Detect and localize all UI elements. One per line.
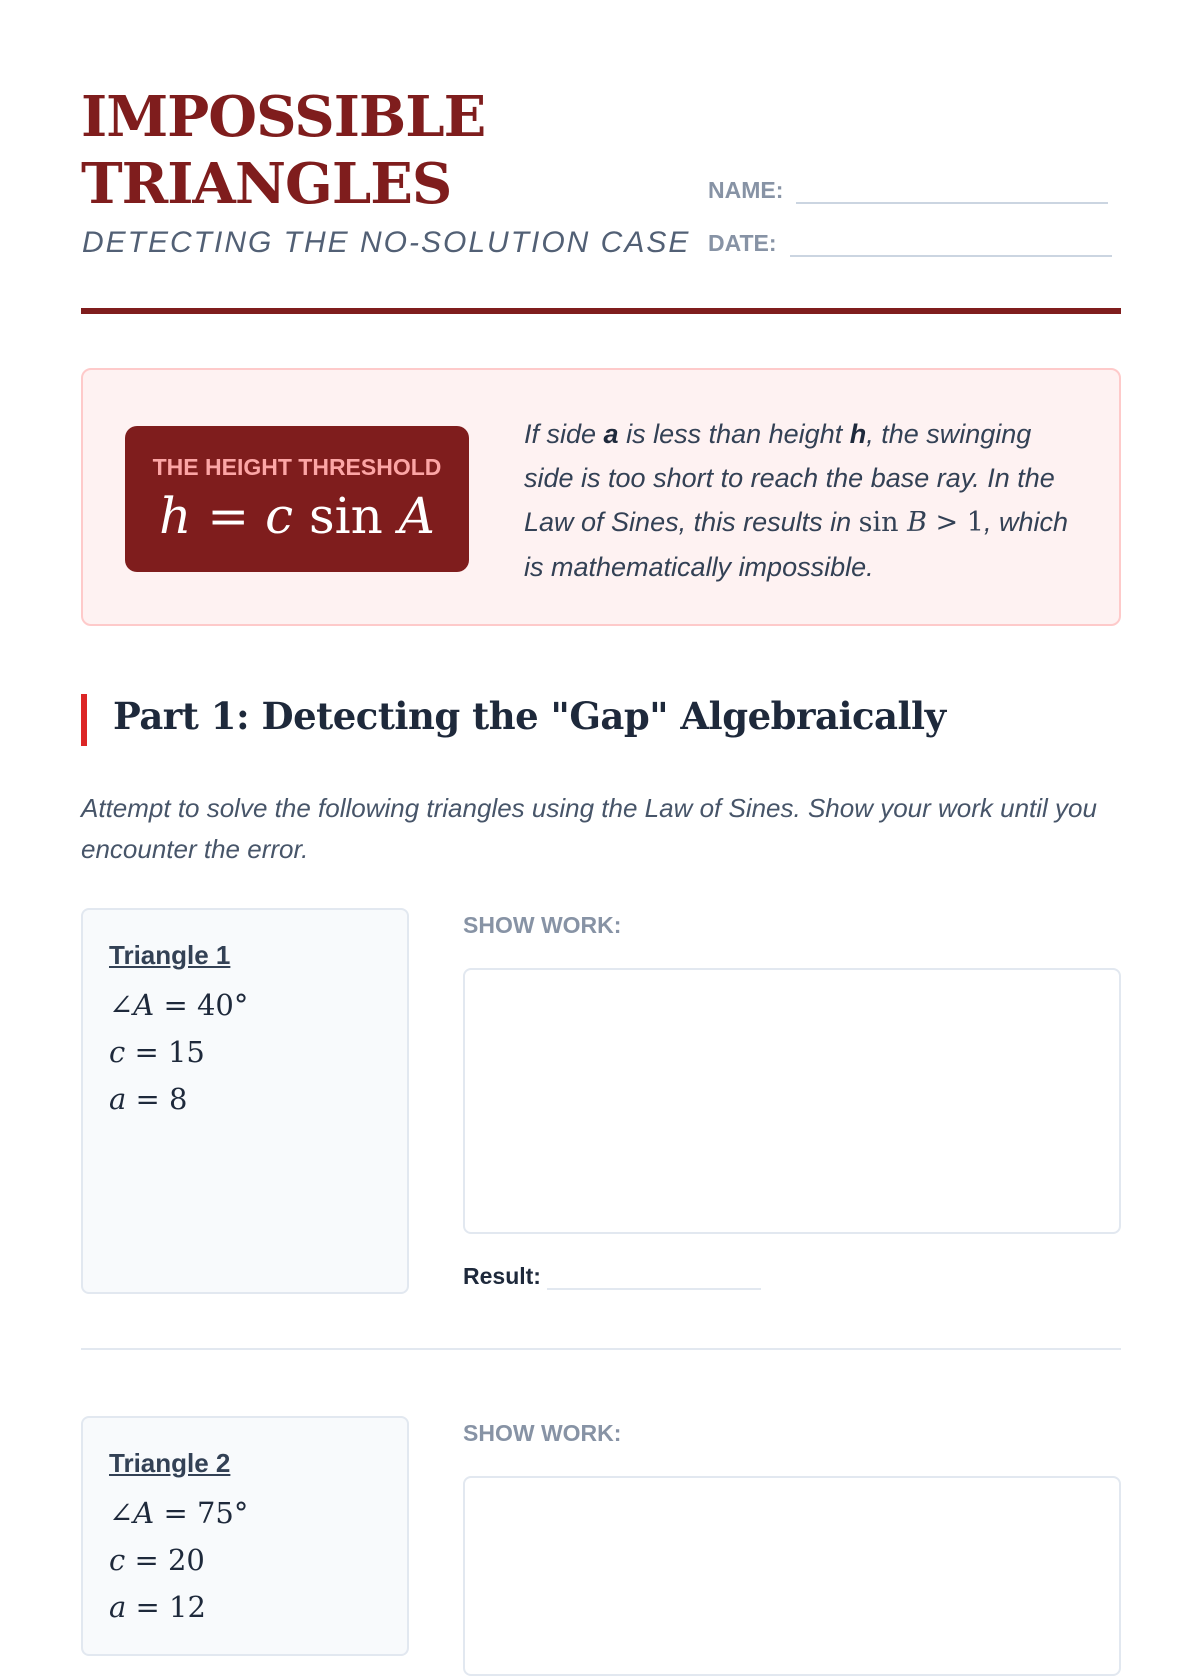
result-line[interactable] (547, 1268, 761, 1290)
triangle-angle (109, 988, 248, 1022)
name-label: NAME: (708, 177, 784, 203)
section-accent-bar (81, 694, 87, 746)
date-line[interactable] (790, 229, 1112, 257)
show-work-box[interactable] (463, 1476, 1121, 1676)
angle-value: = 40° (154, 988, 249, 1022)
math-B: B (907, 507, 927, 538)
date-field (708, 229, 1112, 257)
title-line-1: IMPOSSIBLE (81, 84, 486, 150)
triangle-title: Triangle 2 (109, 1448, 231, 1478)
triangle-side-c (109, 1543, 205, 1577)
side-a-label: a (109, 1082, 127, 1116)
formula-A: A (398, 487, 435, 545)
show-work-label: SHOW WORK: (463, 1420, 622, 1446)
side-c-label: c (109, 1035, 126, 1069)
formula-c: c (265, 487, 294, 545)
triangle-side-a (109, 1082, 187, 1116)
threshold-label: THE HEIGHT THRESHOLD (152, 454, 442, 480)
name-line[interactable] (796, 176, 1108, 204)
callout-text-1: If side (524, 419, 604, 449)
formula-h: h (159, 487, 192, 545)
show-work-label: SHOW WORK: (463, 912, 622, 938)
triangle-side-a (109, 1590, 206, 1624)
threshold-formula (125, 487, 469, 545)
math-rest: > 1 (926, 507, 984, 538)
result-label: Result: (463, 1263, 541, 1289)
angle-label: ∠A (109, 988, 155, 1022)
callout-explanation (524, 412, 1084, 589)
callout-text-3: , the swinging side is too short to reach the base ray. In the Law of Sines, this results in (524, 419, 1055, 537)
callout-var-a: a (603, 419, 619, 449)
angle-value: = 75° (154, 1496, 249, 1530)
callout-var-h: h (849, 419, 867, 449)
side-c-label: c (109, 1543, 126, 1577)
side-c-value: = 15 (125, 1035, 205, 1069)
show-work-box[interactable] (463, 968, 1121, 1234)
triangle-card (81, 1416, 409, 1656)
header-rule (81, 308, 1121, 314)
side-c-value: = 20 (125, 1543, 205, 1577)
side-a-value: = 12 (126, 1590, 206, 1624)
worksheet-header (81, 84, 1121, 314)
side-a-value: = 8 (126, 1082, 188, 1116)
threshold-box (125, 426, 469, 572)
section-title: Part 1: Detecting the "Gap" Algebraically (113, 694, 946, 738)
title-line-2: TRIANGLES (81, 151, 452, 217)
formula-sin: sin (293, 487, 399, 545)
date-label: DATE: (708, 230, 777, 256)
height-threshold-callout (81, 368, 1121, 626)
formula-eq: = (191, 487, 266, 545)
triangle-angle (109, 1496, 248, 1530)
callout-math (859, 507, 984, 538)
math-sin: sin (858, 507, 908, 538)
triangle-side-c (109, 1035, 205, 1069)
callout-text-2: is less than height (618, 419, 850, 449)
section-instructions: Attempt to solve the following triangles using the Law of Sines. Show your work until you encounter the error. (81, 793, 1097, 864)
name-field (708, 176, 1108, 204)
side-a-label: a (109, 1590, 127, 1624)
result-field (463, 1263, 761, 1290)
page-subtitle: DETECTING THE NO-SOLUTION CASE (82, 226, 691, 259)
triangle-card (81, 908, 409, 1294)
angle-label: ∠A (109, 1496, 155, 1530)
callout-text-4: , which is mathematically impossible. (524, 507, 1068, 582)
section-divider (81, 1348, 1121, 1350)
triangle-title: Triangle 1 (109, 940, 231, 970)
